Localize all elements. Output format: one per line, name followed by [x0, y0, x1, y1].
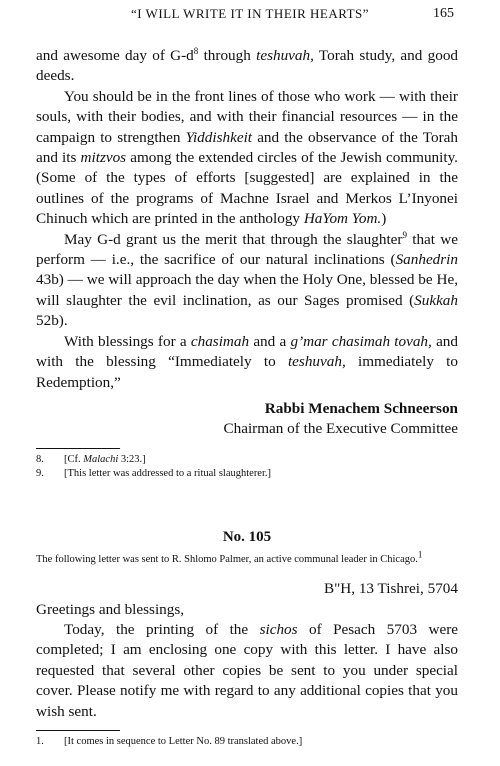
text: Today, the printing of the: [64, 620, 260, 638]
footnote-9: [36, 467, 458, 481]
text: 43b) — we will approach the day when the Holy One, blessed be He, will slaughter the evil inclination, as our Sages promised (: [36, 271, 458, 309]
italic-term: Sukkah: [414, 291, 458, 309]
text: Torah study, and good deeds.: [36, 47, 459, 85]
text: immediately to Redemption,”: [36, 353, 458, 391]
footnote-number: 9.: [36, 467, 44, 479]
text: You should be in the front lines of those who work — with their souls, with their bodies, and with their financial resources — in the campaign to strengthen: [36, 87, 458, 146]
footnote-divider: [36, 730, 120, 731]
italic-term: Malachi: [83, 453, 119, 465]
italic-term: Sanhedrin: [395, 251, 458, 269]
letter-date: B"H, 13 Tishrei, 5704: [323, 580, 458, 598]
footnote-8: [36, 453, 458, 467]
signatory-name: Rabbi Menachem Schneerson: [264, 399, 458, 417]
italic-term: chasimah: [190, 332, 250, 350]
italic-term: HaYom Yom.: [303, 210, 382, 228]
italic-term: teshuvah,: [287, 353, 346, 371]
greeting: Greetings and blessings,: [36, 600, 185, 618]
text: among the extended circles of the Jewish community. (Some of the types of efforts [suggested] are explained in the outlines of the programs of Machne Israel and Merkos L’Inyonei Chinuch which are printed in the anthology: [36, 149, 458, 228]
letter-intro: [36, 549, 458, 567]
text: 3:23.]: [118, 453, 146, 465]
page-number: 165: [433, 6, 454, 21]
letter-paragraph: [36, 620, 458, 722]
text: and a: [249, 332, 291, 350]
text: of Pesach 5703 were completed; I am enclosing one copy with this letter. I have also requested that several other copies be sent to you under special cover. Please notify me with regard to any additional copies that you wish sent.: [36, 620, 458, 720]
text: through: [198, 47, 257, 64]
text: that we perform — i.e., the sacrifice of our natural inclinations (: [36, 230, 458, 269]
text: ): [381, 210, 387, 228]
text: May G-d grant us the merit that through the slaughter: [64, 230, 403, 248]
running-header: [36, 6, 464, 28]
text: [Cf.: [64, 453, 84, 465]
italic-term: teshuvah,: [256, 47, 314, 64]
italic-term: Yiddishkeit: [185, 128, 253, 146]
page-body: [36, 46, 458, 749]
footnote-number: 8.: [36, 453, 44, 465]
footnote-ref: 9: [402, 229, 407, 240]
italic-term: mitzvos: [80, 149, 127, 167]
italic-term: sichos: [259, 620, 298, 638]
paragraph-1: [36, 46, 458, 87]
signature-block: [36, 399, 458, 440]
footnote-1: [36, 735, 458, 749]
footnote-ref: 1: [417, 549, 423, 560]
footnote-divider: [36, 448, 120, 449]
text: and awesome day of G-d: [36, 47, 194, 64]
footnote-number: 1.: [36, 735, 44, 747]
text: With blessings for a: [64, 332, 191, 350]
running-title: “I WILL WRITE IT IN THEIR HEARTS”: [130, 6, 370, 21]
footnote-text: [This letter was addressed to a ritual slaughterer.]: [64, 467, 272, 479]
paragraph-2: [36, 87, 458, 230]
letter-number: No. 105: [222, 528, 272, 545]
footnote-text: [It comes in sequence to Letter No. 89 translated above.]: [64, 735, 303, 747]
text: 52b).: [36, 312, 68, 330]
signatory-role: Chairman of the Executive Committee: [223, 420, 458, 438]
paragraph-3: [36, 230, 458, 332]
paragraph-4: [36, 332, 458, 393]
italic-term: g’mar chasimah tovah,: [290, 332, 432, 350]
text: The following letter was sent to R. Shlomo Palmer, an active communal leader in Chicago.: [36, 554, 418, 566]
footnote-ref: 8: [193, 45, 199, 56]
text: and the observance of the Torah and its: [36, 128, 458, 167]
text: and with the blessing “Immediately to: [36, 332, 458, 371]
